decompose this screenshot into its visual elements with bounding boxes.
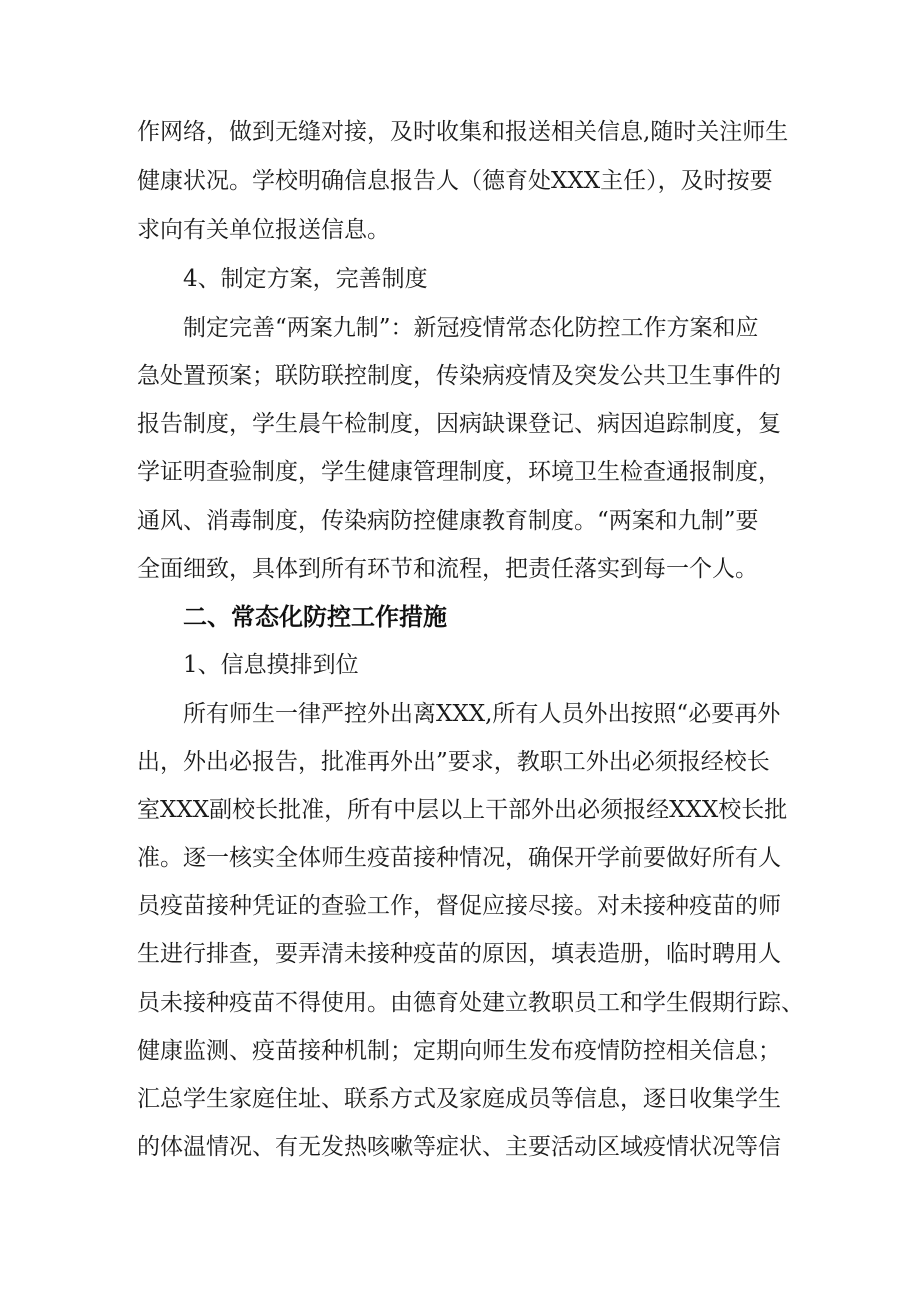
paragraph-line: 健康监测、疫苗接种机制；定期向师生发布疫情防控相关信息； xyxy=(137,1038,781,1064)
paragraph-line: 员未接种疫苗不得使用。由德育处建立教职员工和学生假期行踪、 xyxy=(137,990,804,1016)
paragraph-line: 通风、消毒制度，传染病防控健康教育制度。“两案和九制”要 xyxy=(137,508,759,534)
paragraph-line: 准。逐一核实全体师生疫苗接种情况，确保开学前要做好所有人 xyxy=(137,845,781,871)
paragraph-line: 生进行排查，要弄清未接种疫苗的原因，填表造册，临时聘用人 xyxy=(137,941,781,967)
paragraph-line: 汇总学生家庭住址、联系方式及家庭成员等信息，逐日收集学生 xyxy=(137,1086,781,1112)
paragraph-line: 员疫苗接种凭证的查验工作，督促应接尽接。对未接种疫苗的师 xyxy=(137,893,781,919)
section-subheading: 1、信息摸排到位 xyxy=(183,652,359,678)
paragraph-line: 健康状况。学校明确信息报告人（德育处XXX主任），及时按要 xyxy=(137,168,773,194)
paragraph-line: 的体温情况、有无发热咳嗽等症状、主要活动区域疫情状况等信 xyxy=(137,1134,781,1160)
paragraph-line: 作网络，做到无缝对接，及时收集和报送相关信息,随时关注师生 xyxy=(137,119,789,145)
paragraph-line: 制定完善“两案九制”：新冠疫情常态化防控工作方案和应 xyxy=(183,315,759,341)
section-subheading: 4、制定方案，完善制度 xyxy=(183,266,428,292)
paragraph-line: 求向有关单位报送信息。 xyxy=(137,217,390,243)
section-heading: 二、常态化防控工作措施 xyxy=(183,603,447,631)
paragraph-line: 急处置预案；联防联控制度，传染病疫情及突发公共卫生事件的 xyxy=(137,363,781,389)
paragraph-line: 所有师生一律严控外出离XXX,所有人员外出按照“必要再外 xyxy=(183,701,781,727)
paragraph-line: 学证明查验制度，学生健康管理制度，环境卫生检查通报制度， xyxy=(137,459,781,485)
paragraph-line: 全面细致，具体到所有环节和流程，把责任落实到每一个人。 xyxy=(137,556,758,582)
paragraph-line: 报告制度，学生晨午检制度，因病缺课登记、病因追踪制度，复 xyxy=(137,411,781,437)
paragraph-line: 室XXX副校长批准，所有中层以上干部外出必须报经XXX校长批 xyxy=(137,797,788,823)
paragraph-line: 出，外出必报告，批准再外出”要求，教职工外出必须报经校长 xyxy=(137,749,770,775)
